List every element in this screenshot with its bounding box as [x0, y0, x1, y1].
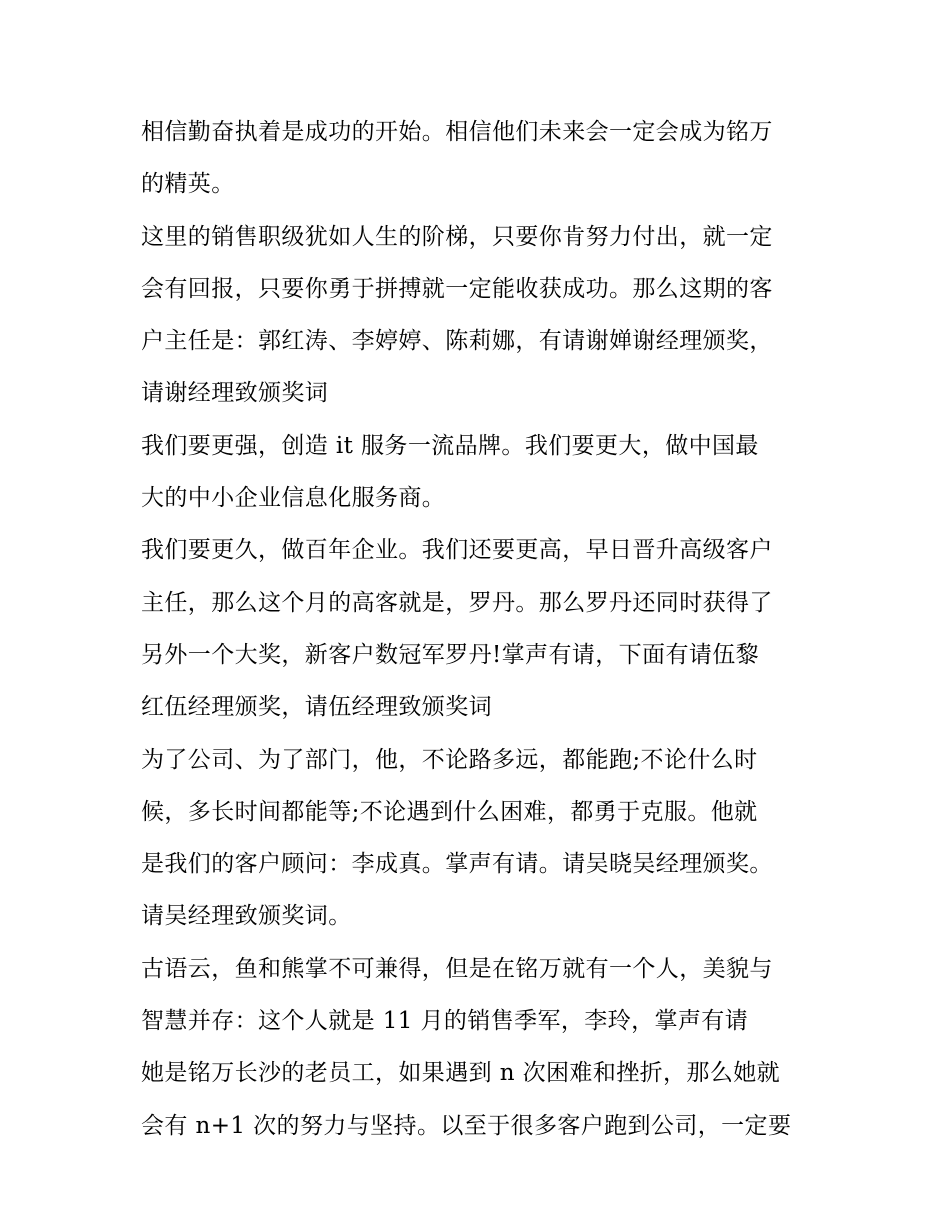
- document-page: [141, 106, 821, 1152]
- text-line: 的精英。: [141, 171, 235, 198]
- text-line: 为了公司、为了部门，他，不论路多远，都能跑;不论什么时: [141, 746, 758, 773]
- text-line: 古语云，鱼和熊掌不可兼得，但是在铭万就有一个人，美貌与: [141, 955, 773, 982]
- text-line: 这里的销售职级犹如人生的阶梯，只要你肯努力付出，就一定: [141, 223, 773, 250]
- text-line: 请谢经理致颁奖词: [141, 380, 329, 407]
- text-line: 红伍经理颁奖，请伍经理致颁奖词: [141, 694, 492, 721]
- text-line: 她是铭万长沙的老员工，如果遇到 n 次困难和挫折，那么她就: [141, 1060, 781, 1087]
- text-line: 大的中小企业信息化服务商。: [141, 485, 446, 512]
- text-line: 相信勤奋执着是成功的开始。相信他们未来会一定会成为铭万: [141, 119, 773, 145]
- text-line: 户主任是：郭红涛、李婷婷、陈莉娜，有请谢婵谢经理颁奖，: [141, 328, 773, 355]
- text-line: 智慧并存：这个人就是 11 月的销售季军，李玲，掌声有请: [141, 1008, 749, 1035]
- text-line: 另外一个大奖，新客户数冠军罗丹!掌声有请，下面有请伍黎: [141, 641, 760, 668]
- text-line: 是我们的客户顾问：李成真。掌声有请。请吴晓吴经理颁奖。: [141, 851, 773, 878]
- text-line: 主任，那么这个月的高客就是，罗丹。那么罗丹还同时获得了: [141, 589, 773, 616]
- text-line: 我们要更强，创造 it 服务一流品牌。我们要更大，做中国最: [141, 432, 759, 459]
- text-line: 请吴经理致颁奖词。: [141, 903, 352, 930]
- text-line: 我们要更久，做百年企业。我们还要更高，早日晋升高级客户: [141, 537, 773, 564]
- text-line: 会有回报，只要你勇于拼搏就一定能收获成功。那么这期的客: [141, 275, 773, 302]
- text-line: 候，多长时间都能等;不论遇到什么困难，都勇于克服。他就: [141, 798, 758, 825]
- text-line: 会有 n+1 次的努力与坚持。以至于很多客户跑到公司，一定要: [141, 1112, 792, 1139]
